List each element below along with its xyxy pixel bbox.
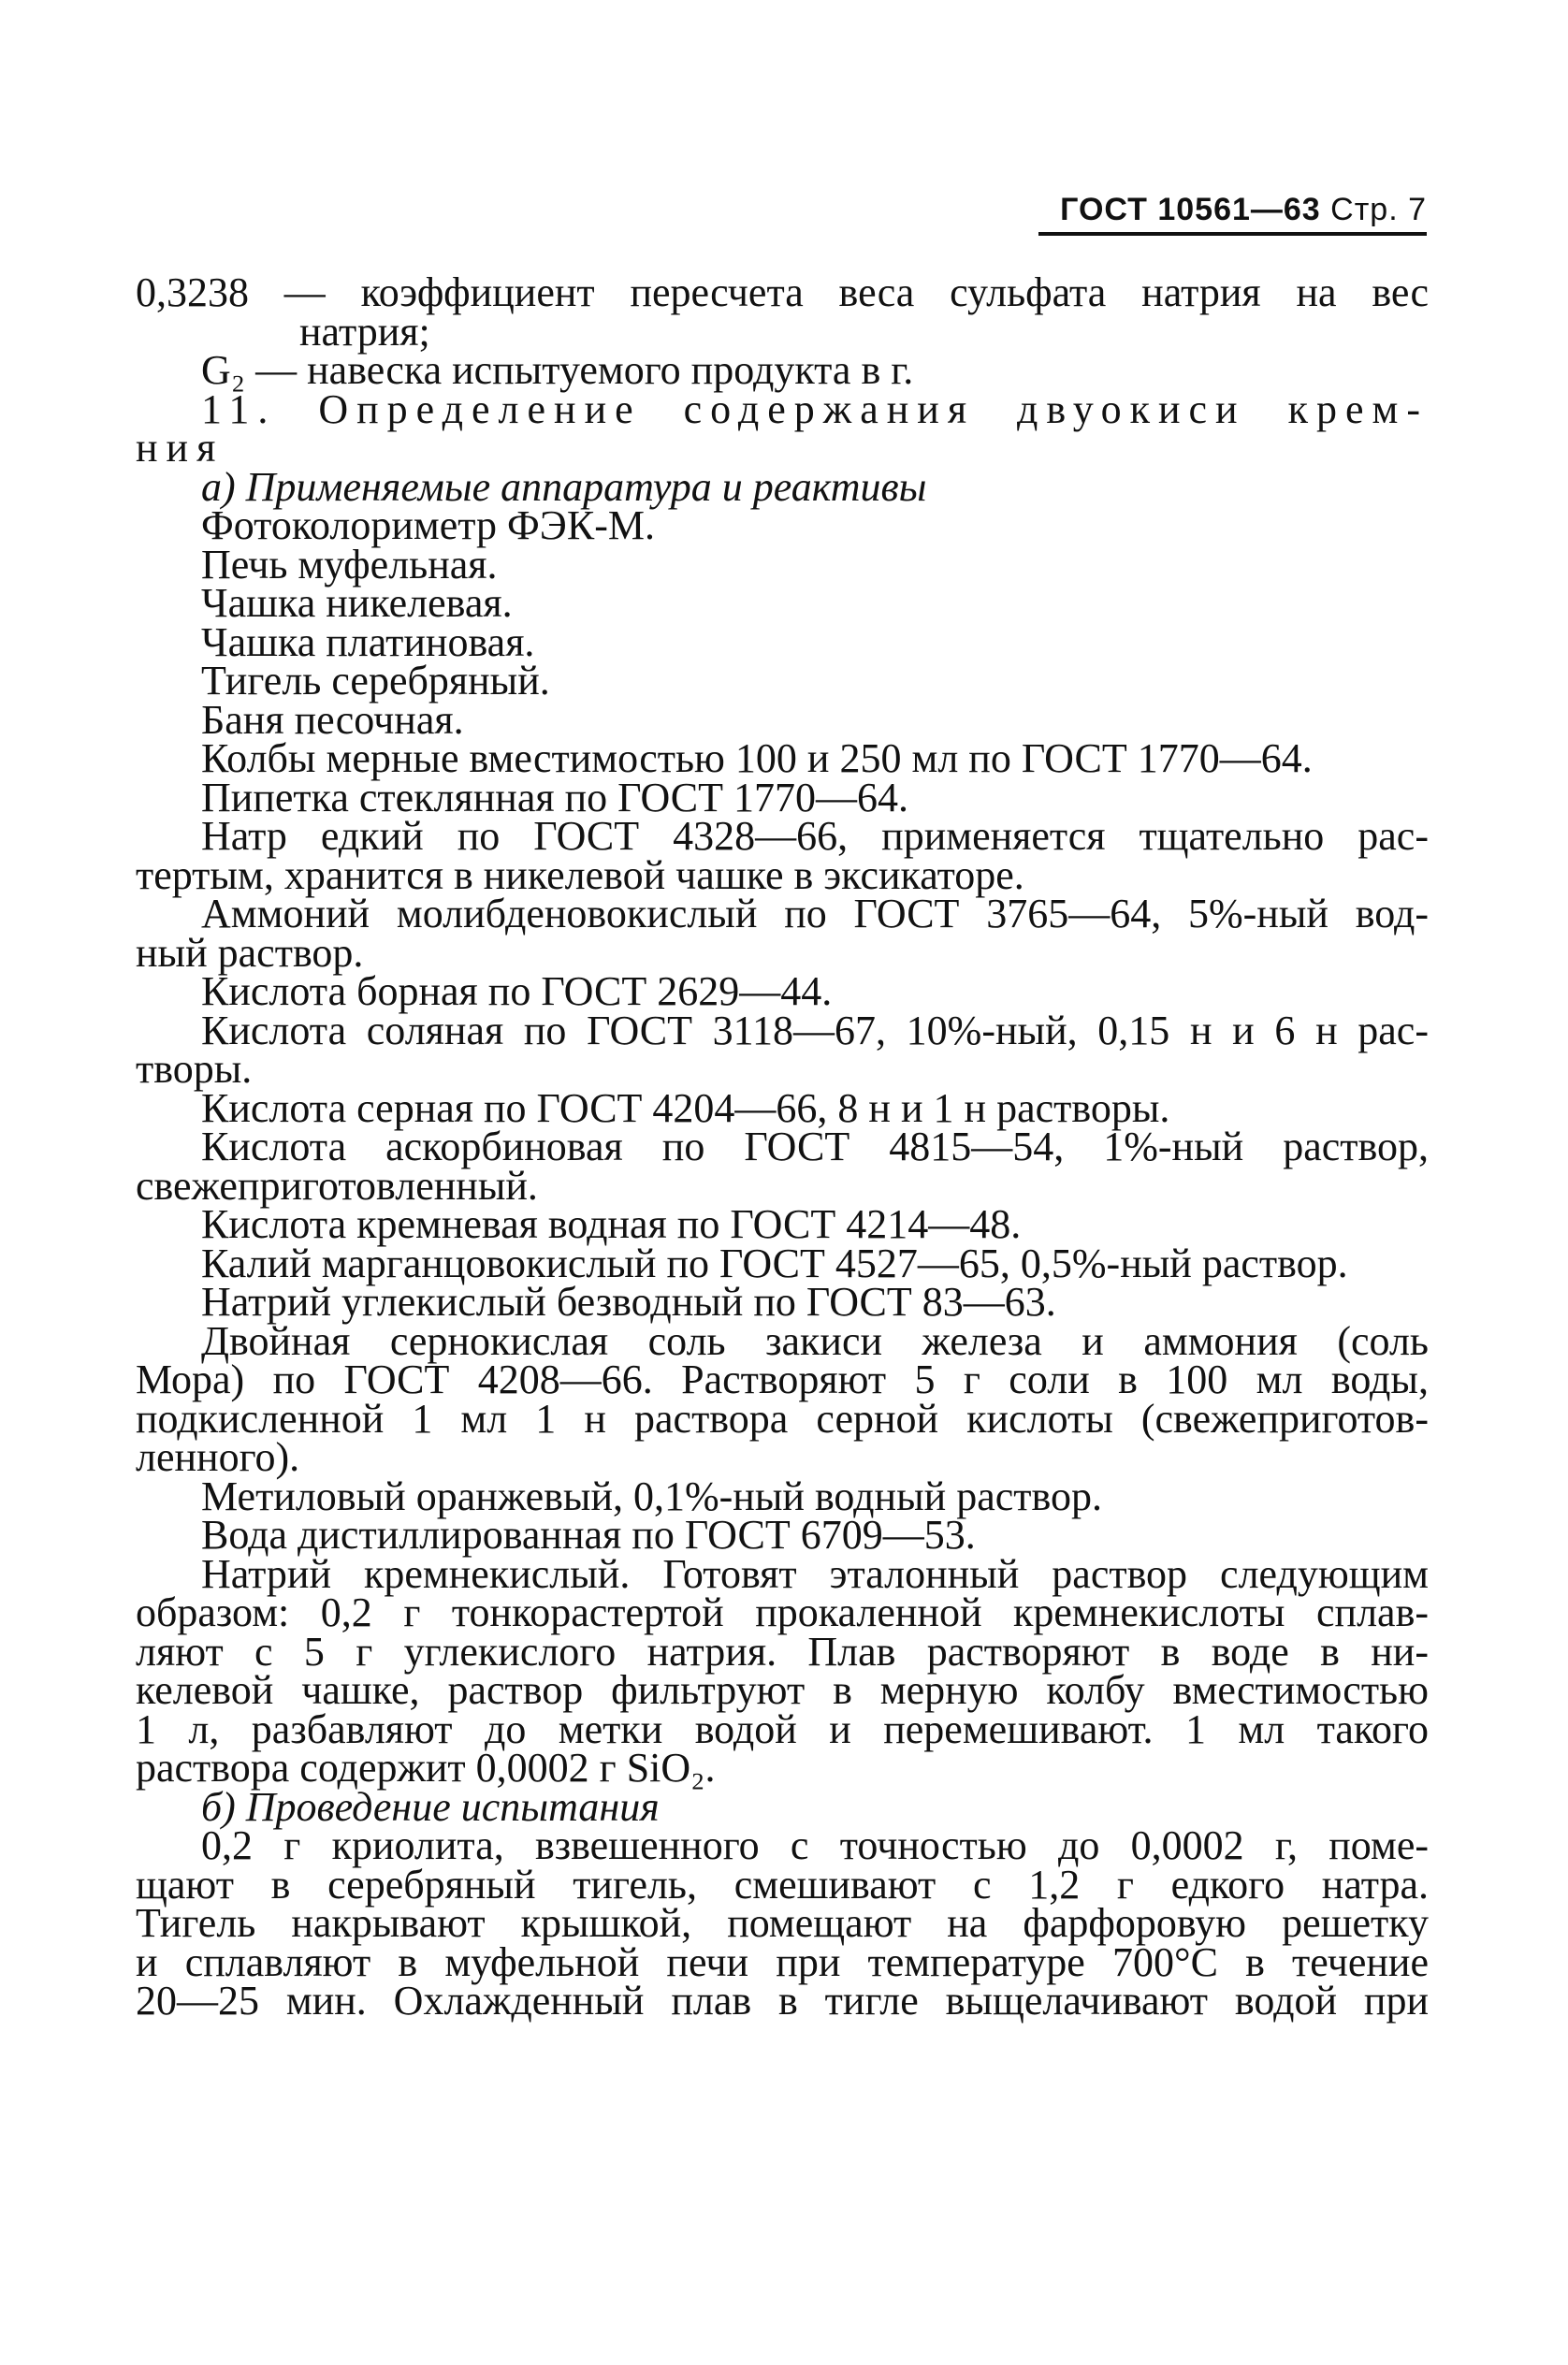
text-line: Калий марганцовокислый по ГОСТ 4527—65, 0,5%-ный раствор.	[201, 1240, 1348, 1286]
text-line: Тигель серебряный.	[201, 658, 550, 704]
text-line: 20—25 мин. Охлажденный плав в тигле выщелачивают водой при	[136, 1978, 1429, 2024]
text-line: Кислота аскорбиновая по ГОСТ 4815—54, 1%-ный раствор,	[201, 1124, 1429, 1169]
text-line: творы.	[136, 1046, 253, 1092]
text-line: ный раствор.	[136, 929, 364, 976]
text-line: а) Применяемые аппаратура и реактивы	[201, 463, 927, 510]
text-line: Натрий углекислый безводный по ГОСТ 83—63.	[201, 1279, 1056, 1325]
text-line: Чашка никелевая.	[201, 580, 513, 626]
text-line: Двойная сернокислая соль закиси железа и аммония (соль	[201, 1317, 1429, 1364]
text-line: Мора) по ГОСТ 4208—66. Растворяют 5 г соли в 100 мл воды,	[136, 1357, 1429, 1402]
text-line: Фотоколориметр ФЭК-М.	[201, 502, 655, 548]
text-line: Тигель накрывают крышкой, помещают на фарфоровую решетку	[136, 1900, 1429, 1946]
text-line: G₂ — навеска испытуемого продукта в г.	[201, 347, 914, 393]
text-line: Аммоний молибденовокислый по ГОСТ 3765—64, 5%-ный вод-	[201, 891, 1429, 936]
text-line: натрия;	[299, 308, 430, 355]
text-line: Чашка платиновая.	[201, 618, 535, 665]
text-line: Пипетка стеклянная по ГОСТ 1770—64.	[201, 774, 909, 820]
text-line: Кислота борная по ГОСТ 2629—44.	[201, 968, 833, 1014]
header-rule	[1038, 232, 1427, 236]
text-line: и сплавляют в муфельной печи при температуре 700°C в течение	[136, 1938, 1429, 1985]
text-line: ленного).	[136, 1434, 300, 1480]
text-line: 0,3238 — коэффициент пересчета веса сульфата натрия на вес	[136, 269, 1429, 315]
text-line: Колбы мерные вместимостью 100 и 250 мл по ГОСТ 1770—64.	[201, 735, 1313, 781]
text-line: щают в серебряный тигель, смешивают с 1,2 г едкого натра.	[136, 1861, 1429, 1908]
standard-number: ГОСТ 10561—63	[1060, 192, 1321, 227]
text-line: 11. Определение содержания двуокиси крем-	[201, 385, 1429, 432]
text-line: ния	[136, 425, 225, 471]
text-line: Кислота соляная по ГОСТ 3118—67, 10%-ный, 0,15 н и 6 н рас-	[201, 1007, 1429, 1053]
text-line: Кислота серная по ГОСТ 4204—66, 8 н и 1 н растворы.	[201, 1084, 1170, 1131]
text-line: ляют с 5 г углекислого натрия. Плав растворяют в воде в ни-	[136, 1628, 1429, 1675]
text-line: Вода дистиллированная по ГОСТ 6709—53.	[201, 1512, 976, 1558]
text-line: Печь муфельная.	[201, 541, 498, 588]
text-line: Метиловый оранжевый, 0,1%-ный водный раствор.	[201, 1473, 1102, 1519]
text-line: Натр едкий по ГОСТ 4328—66, применяется тщательно рас-	[201, 813, 1429, 859]
text-line: тертым, хранится в никелевой чашке в эксикаторе.	[136, 851, 1024, 898]
page-number: Стр. 7	[1330, 192, 1427, 227]
text-line: Натрий кремнекислый. Готовят эталонный раствор следующим	[201, 1550, 1429, 1597]
text-line: 1 л, разбавляют до метки водой и перемешивают. 1 мл такого	[136, 1705, 1429, 1752]
page-header	[1038, 192, 1427, 228]
text-line: 0,2 г криолита, взвешенного с точностью до 0,0002 г, поме-	[201, 1822, 1429, 1868]
text-line: свежеприготовленный.	[136, 1162, 538, 1209]
body-text	[136, 269, 1429, 2024]
text-line: Баня песочная.	[201, 696, 464, 743]
text-line: Кислота кремневая водная по ГОСТ 4214—48.	[201, 1201, 1022, 1247]
text-line: келевой чашке, раствор фильтруют в мерную колбу вместимостью	[136, 1667, 1429, 1713]
text-line: раствора содержит 0,0002 г SiO₂.	[136, 1745, 716, 1791]
text-line: б) Проведение испытания	[201, 1783, 660, 1830]
text-line: подкисленной 1 мл 1 н раствора серной кислоты (свежеприготов-	[136, 1395, 1429, 1442]
text-line: образом: 0,2 г тонкорастертой прокаленной кремнекислоты сплав-	[136, 1589, 1429, 1635]
